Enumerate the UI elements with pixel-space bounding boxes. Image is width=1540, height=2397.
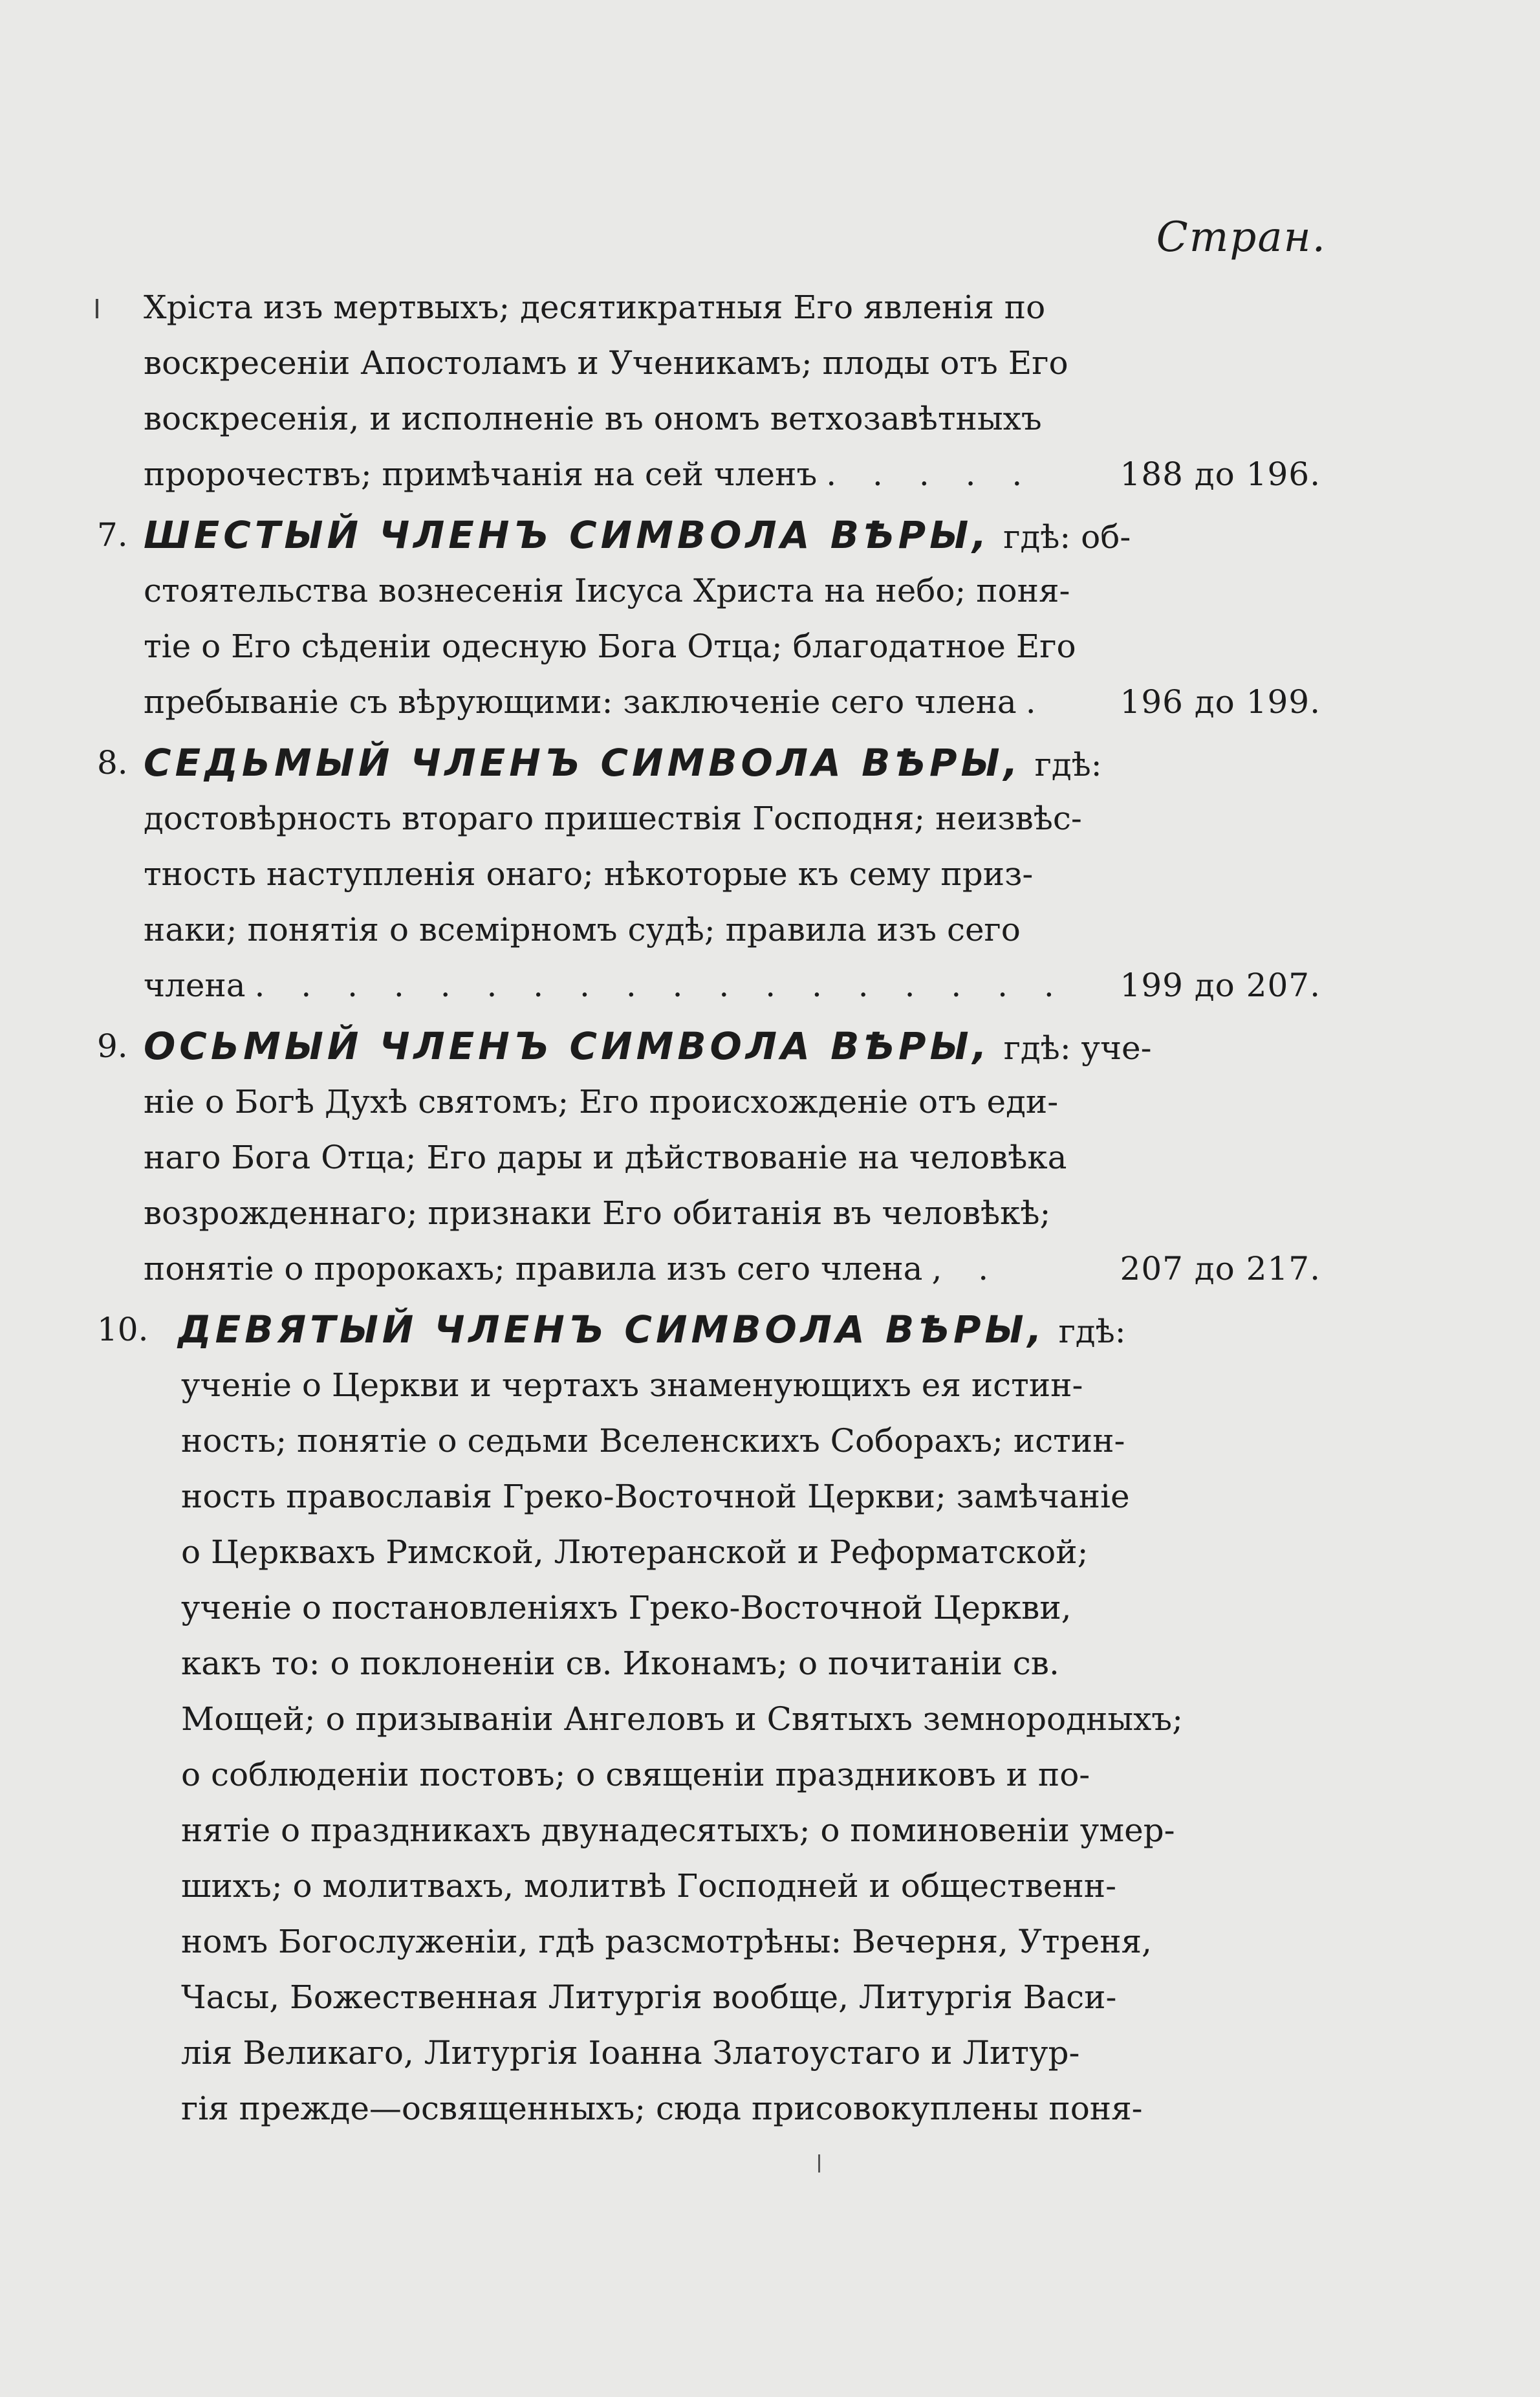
text-line: нятіе о праздникахъ двунадесятыхъ; о поминовеніи умер- xyxy=(181,1811,1175,1849)
toc-text: пребываніе съ вѣрующими: заключеніе сего члена xyxy=(144,683,1017,721)
text-line: стоятельства вознесенія Іисуса Христа на небо; поня- xyxy=(144,572,1070,609)
text-line: наки; понятія о всемірномъ судѣ; правила изъ сего xyxy=(144,911,1021,948)
entry-title: ДЕВЯТЫЙ ЧЛЕНЪ СИМВОЛА ВѢРЫ, xyxy=(178,1308,1046,1352)
leader-dots: , . xyxy=(931,1250,1002,1287)
entry-number: 8. xyxy=(97,744,128,782)
entry-heading xyxy=(178,1302,1355,1357)
toc-text: понятіе о пророкахъ; правила изъ сего члена xyxy=(144,1250,923,1287)
text-line: наго Бога Отца; Его дары и дѣйствованіе на человѣка xyxy=(144,1139,1067,1176)
toc-line xyxy=(144,674,1321,730)
margin-mark xyxy=(96,299,98,318)
text-line: номъ Богослуженіи, гдѣ разсмотрѣны: Вечерня, Утреня, xyxy=(181,1923,1152,1960)
entry-title: ШЕСТЫЙ ЧЛЕНЪ СИМВОЛА ВѢРЫ, xyxy=(144,513,991,557)
page-range: 188 до 196. xyxy=(1120,455,1321,493)
toc-line xyxy=(144,1241,1321,1297)
text-line: о Церквахъ Римской, Лютеранской и Реформатской; xyxy=(181,1533,1089,1571)
toc-line xyxy=(144,958,1321,1013)
text-line: воскресенія, и исполненіе въ ономъ ветхозавѣтныхъ xyxy=(144,400,1042,437)
page-range: 196 до 199. xyxy=(1120,683,1321,721)
text-line: гія прежде—освященныхъ; сюда присовокуплены поня- xyxy=(181,2090,1143,2127)
text-line: воскресеніи Апостоламъ и Ученикамъ; плоды отъ Его xyxy=(144,344,1068,382)
text-line: Часы, Божественная Литургія вообще, Литургія Васи- xyxy=(181,1978,1117,2016)
text-line: ность; понятіе о седьми Вселенскихъ Соборахъ; истин- xyxy=(181,1422,1125,1460)
leader-dots: . . . . . xyxy=(826,455,1036,493)
entry-heading xyxy=(144,507,1321,563)
text-line: шихъ; о молитвахъ, молитвѣ Господней и общественн- xyxy=(181,1867,1116,1905)
text-line: какъ то: о поклоненіи св. Иконамъ; о почитаніи св. xyxy=(181,1645,1059,1682)
entry-title-tail: гдѣ: xyxy=(1058,1313,1126,1350)
text-line: ность православія Греко-Восточной Церкви; замѣчаніе xyxy=(181,1478,1130,1515)
text-line: возрожденнаго; признаки Его обитанія въ человѣкѣ; xyxy=(144,1194,1051,1232)
entry-heading xyxy=(144,1018,1321,1074)
toc-text: члена xyxy=(144,967,246,1004)
text-line: тіе о Его сѣденіи одесную Бога Отца; благодатное Его xyxy=(144,628,1076,665)
entry-number: 10. xyxy=(97,1311,149,1348)
page-header: Стран. xyxy=(1156,213,1327,261)
text-line: Мощей; о призываніи Ангеловъ и Святыхъ земнородныхъ; xyxy=(181,1700,1183,1738)
toc-line xyxy=(144,446,1321,502)
page-range: 207 до 217. xyxy=(1120,1250,1321,1287)
entry-title-tail: гдѣ: xyxy=(1034,746,1102,783)
entry-title-tail: гдѣ: уче- xyxy=(1003,1029,1152,1067)
leader-dots: . xyxy=(1025,683,1049,721)
text-line: ніе о Богѣ Духѣ святомъ; Его происхожденіе отъ еди- xyxy=(144,1083,1059,1121)
page-range: 199 до 207. xyxy=(1120,967,1321,1004)
text-line: ученіе о постановленіяхъ Греко-Восточной Церкви, xyxy=(181,1589,1072,1626)
entry-number: 9. xyxy=(97,1027,128,1065)
text-line: ученіе о Церкви и чертахъ знаменующихъ ея истин- xyxy=(181,1366,1083,1404)
text-line: о соблюденіи постовъ; о священіи праздниковъ и по- xyxy=(181,1756,1090,1793)
entry-title: СЕДЬМЫЙ ЧЛЕНЪ СИМВОЛА ВѢРЫ, xyxy=(144,741,1022,785)
text-line: лія Великаго, Литургія Іоанна Златоустаго и Литур- xyxy=(181,2034,1080,2072)
entry-number: 7. xyxy=(97,516,128,554)
text-line: тность наступленія онаго; нѣкоторые къ сему приз- xyxy=(144,855,1034,893)
toc-text: пророчествъ; примѣчанія на сей членъ xyxy=(144,455,818,493)
signature-mark xyxy=(818,2154,820,2173)
entry-heading xyxy=(144,735,1321,791)
entry-title-tail: гдѣ: об- xyxy=(1003,518,1131,556)
text-line: Хріста изъ мертвыхъ; десятикратныя Его явленія по xyxy=(144,289,1046,326)
entry-title: ОСЬМЫЙ ЧЛЕНЪ СИМВОЛА ВѢРЫ, xyxy=(144,1024,991,1068)
text-line: достовѣрность втораго пришествія Господня; неизвѣс- xyxy=(144,800,1082,837)
leader-dots: . . . . . . . . . . . . . . . . . . xyxy=(254,967,1067,1004)
